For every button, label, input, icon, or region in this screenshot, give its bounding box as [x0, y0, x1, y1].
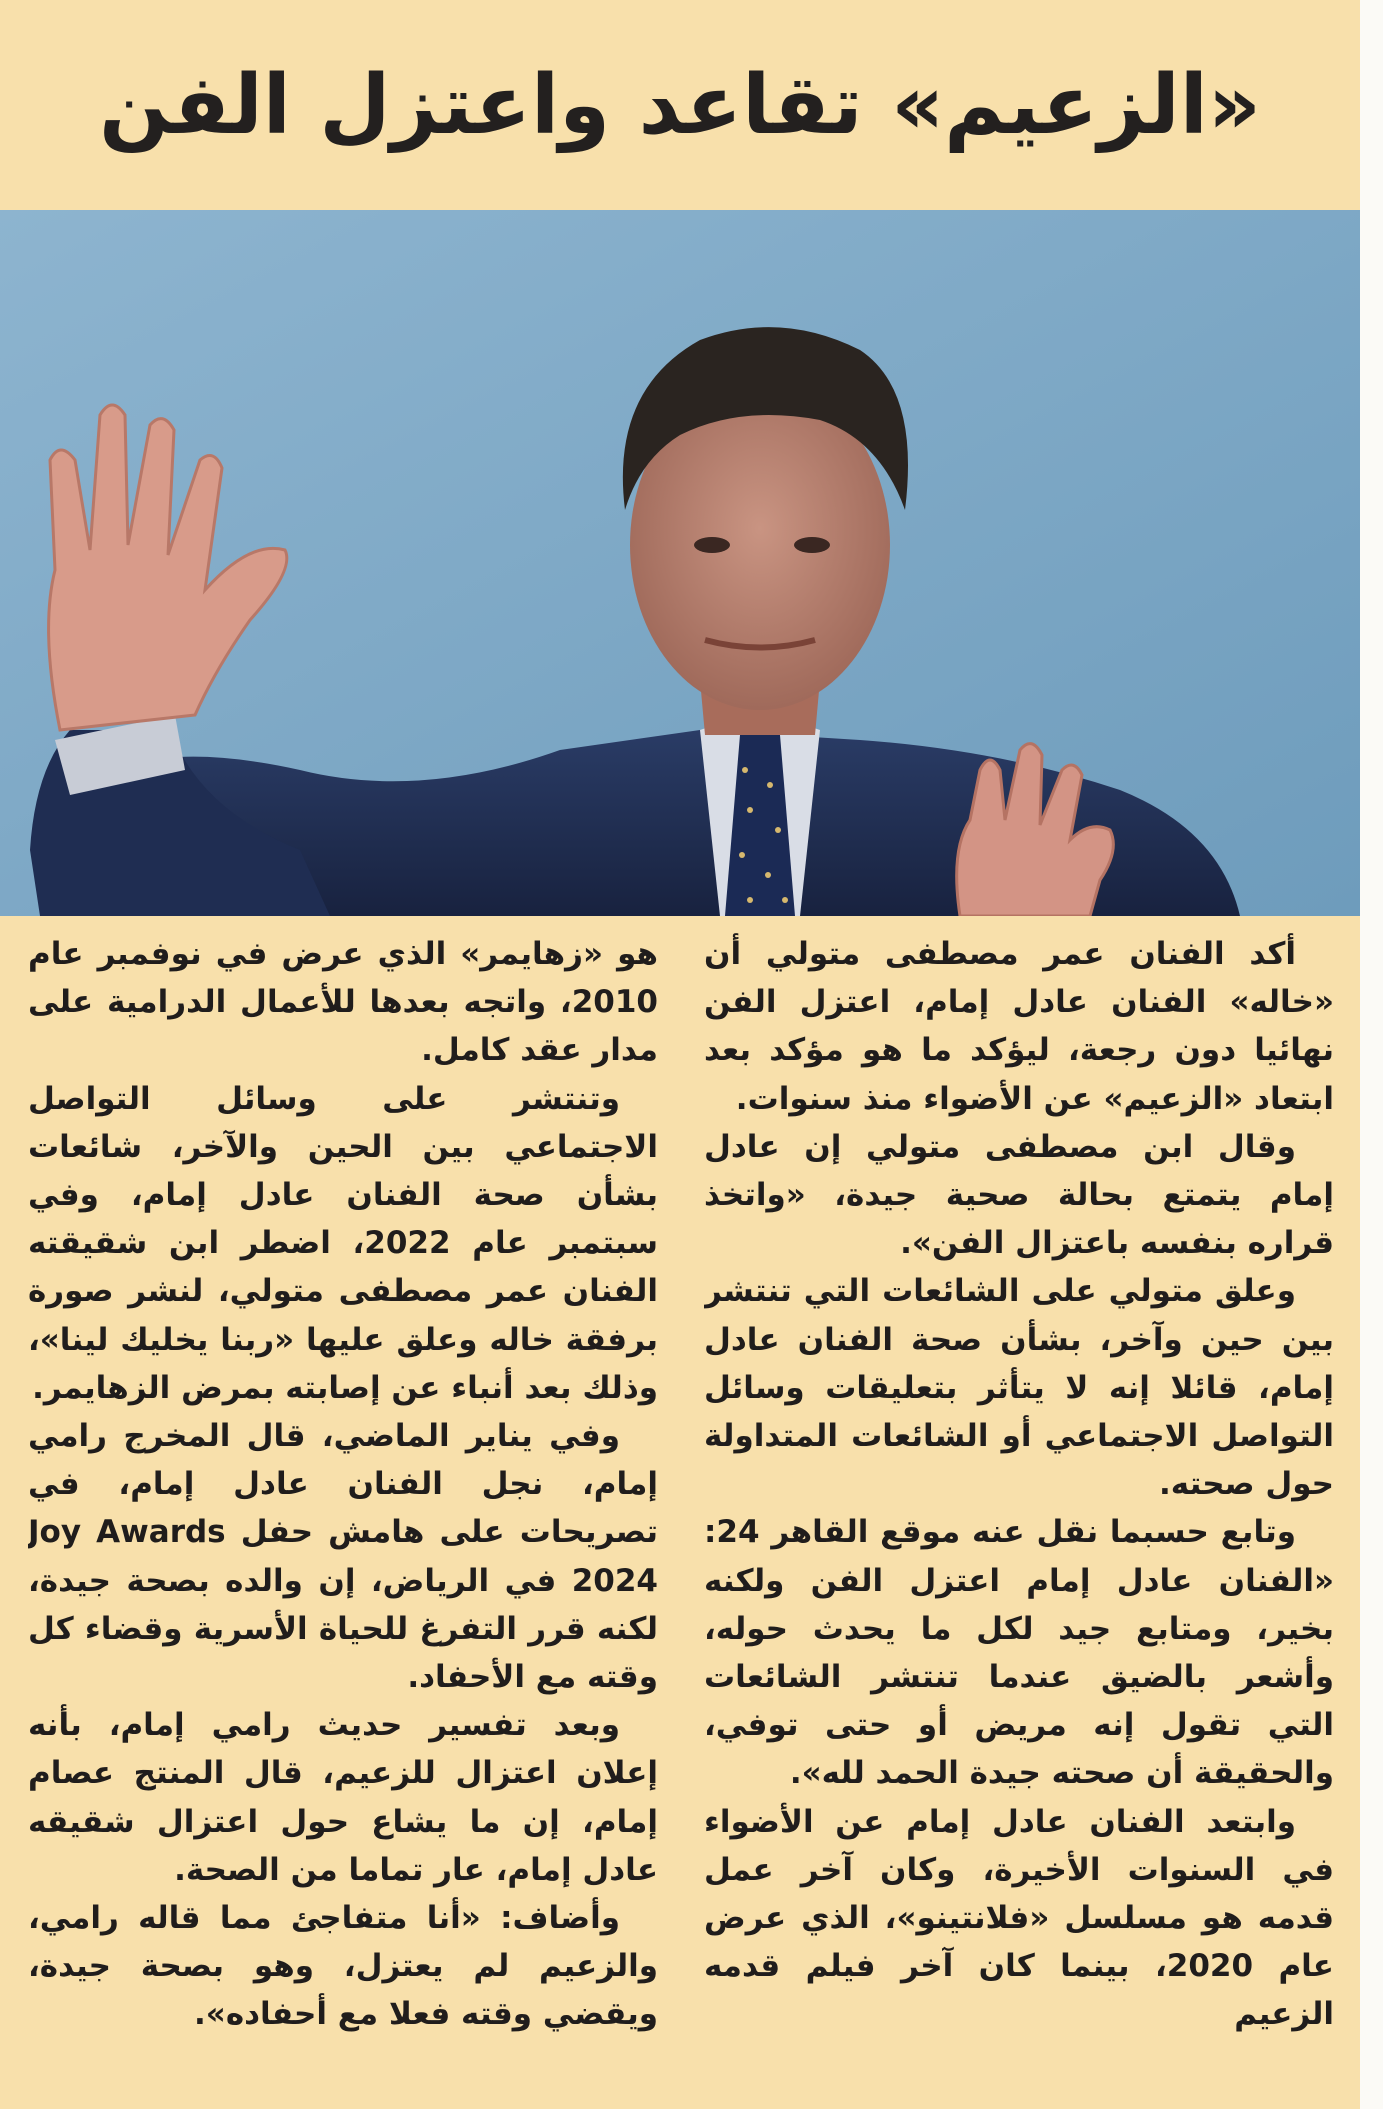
- paragraph: وفي يناير الماضي، قال المخرج رامي إمام، نجل الفنان عادل إمام، في تصريحات على هامش حفل Joy Awards 2024 في الرياض، إن والده بصحة جيدة، لكنه قرر التفرغ للحياة الأسرية وقضاء كل وقته مع الأحفاد.: [28, 1418, 658, 1696]
- paragraph: أكد الفنان عمر مصطفى متولي أن «خاله» الفنان عادل إمام، اعتزل الفن نهائيا دون رجعة، ليؤكد ما هو مؤكد بعد ابتعاد «الزعيم» عن الأضواء منذ سنوات.: [704, 936, 1334, 1117]
- left-eye: [694, 537, 730, 553]
- paragraph: وقال ابن مصطفى متولي إن عادل إمام يتمتع بحالة صحية جيدة، «واتخذ قراره بنفسه باعتزال الفن».: [704, 1128, 1334, 1262]
- page-edge: [1360, 0, 1383, 2109]
- paragraph: وتابع حسبما نقل عنه موقع القاهر 24: «الفنان عادل إمام اعتزل الفن ولكنه بخير، ومتابع جيد لكل ما يحدث حوله، وأشعر بالضيق عندما تنتشر الشائعات التي تقول إنه مريض أو حتى توفي، والحقيقة أن صحته جيدة الحمد لله».: [704, 1514, 1334, 1792]
- paragraph: وبعد تفسير حديث رامي إمام، بأنه إعلان اعتزال للزعيم، قال المنتج عصام إمام، إن ما يشاع حول اعتزال شقيقه عادل إمام، عار تماما من الصحة.: [28, 1707, 658, 1888]
- photo-illustration: [0, 210, 1360, 916]
- right-eye: [794, 537, 830, 553]
- article-column-left: [28, 930, 658, 2095]
- paragraph: وابتعد الفنان عادل إمام عن الأضواء في السنوات الأخيرة، وكان آخر عمل قدمه هو مسلسل «فلانتينو»، الذي عرض عام 2020، بينما كان آخر فيلم قدمه الزعيم: [704, 1803, 1334, 2033]
- paragraph: وأضاف: «أنا متفاجئ مما قاله رامي، والزعيم لم يعتزل، وهو بصحة جيدة، ويقضي وقته فعلا مع أحفاده».: [28, 1900, 658, 2033]
- paragraph: وعلق متولي على الشائعات التي تنتشر بين حين وآخر، بشأن صحة الفنان عادل إمام، قائلا إنه لا يتأثر بتعليقات وسائل التواصل الاجتماعي أو الشائعات المتداولة حول صحته.: [704, 1273, 1334, 1503]
- headline: «الزعيم» تقاعد واعتزل الفن: [99, 57, 1261, 153]
- paragraph: هو «زهايمر» الذي عرض في نوفمبر عام 2010، واتجه بعدها للأعمال الدرامية على مدار عقد كامل.: [28, 936, 658, 1069]
- headline-band: [0, 0, 1360, 210]
- article-photo: [0, 210, 1360, 916]
- article-column-right: [704, 930, 1334, 2095]
- paragraph: وتنتشر على وسائل التواصل الاجتماعي بين الحين والآخر، شائعات بشأن صحة الفنان عادل إمام، وفي سبتمبر عام 2022، اضطر ابن شقيقته الفنان عمر مصطفى متولي، لنشر صورة برفقة خاله وعلق عليها «ربنا يخليك لينا»، وذلك بعد أنباء عن إصابته بمرض الزهايمر.: [28, 1080, 658, 1406]
- article-columns: [28, 930, 1334, 2095]
